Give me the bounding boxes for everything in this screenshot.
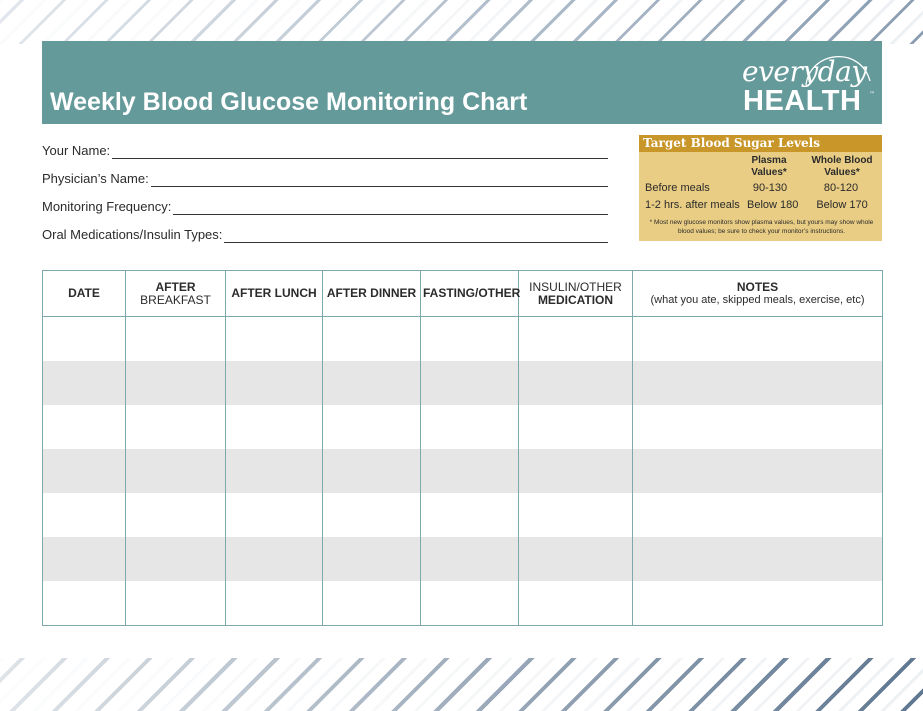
header-notes <box>633 271 883 317</box>
before-meals-whole: 80-120 <box>823 182 859 194</box>
cell-insulin[interactable] <box>519 405 633 449</box>
monitoring-frequency-line[interactable] <box>173 213 608 215</box>
logo-trademark: ™ <box>869 91 875 98</box>
cell-after-lunch[interactable] <box>226 537 323 581</box>
cell-date[interactable] <box>43 317 126 362</box>
cell-after-dinner[interactable] <box>323 361 421 405</box>
your-name-field[interactable] <box>42 139 608 159</box>
cell-after-dinner[interactable] <box>323 449 421 493</box>
cell-insulin[interactable] <box>519 317 633 362</box>
cell-notes[interactable] <box>633 317 883 362</box>
monitoring-frequency-field[interactable] <box>42 195 608 215</box>
cell-fasting[interactable] <box>421 449 519 493</box>
your-name-line[interactable] <box>112 157 608 159</box>
cell-insulin[interactable] <box>519 449 633 493</box>
header-fasting-other: FASTING/OTHER <box>421 271 519 317</box>
cell-after-lunch[interactable] <box>226 361 323 405</box>
table-row <box>43 449 883 493</box>
cell-notes[interactable] <box>633 449 883 493</box>
cell-after-breakfast[interactable] <box>126 449 226 493</box>
cell-after-dinner[interactable] <box>323 405 421 449</box>
physician-name-field[interactable] <box>42 167 608 187</box>
header-after-breakfast-line2: BREAKFAST <box>140 292 211 307</box>
header-after-lunch: AFTER LUNCH <box>226 271 323 317</box>
header-notes-title: NOTES <box>736 279 779 294</box>
table-row <box>43 361 883 405</box>
after-meals-whole: Below 170 <box>816 199 868 211</box>
your-name-label: Your Name: <box>42 143 111 158</box>
cell-date[interactable] <box>43 449 126 493</box>
cell-notes[interactable] <box>633 361 883 405</box>
cell-insulin[interactable] <box>519 537 633 581</box>
cell-after-breakfast[interactable] <box>126 537 226 581</box>
physician-name-line[interactable] <box>151 185 608 187</box>
cell-date[interactable] <box>43 493 126 537</box>
after-meals-label: 1-2 hrs. after meals <box>645 199 740 211</box>
cell-fasting[interactable] <box>421 361 519 405</box>
medications-label: Oral Medications/Insulin Types: <box>42 227 223 242</box>
table-row <box>43 537 883 581</box>
stripes-fade-bottom <box>0 658 923 711</box>
page-title: Weekly Blood Glucose Monitoring Chart <box>50 88 528 116</box>
table-header-row <box>43 271 883 317</box>
cell-date[interactable] <box>43 361 126 405</box>
plasma-column-header: Plasma Values* <box>751 155 787 178</box>
header-notes-subtitle: (what you ate, skipped meals, exercise, etc) <box>650 293 865 306</box>
cell-notes[interactable] <box>633 405 883 449</box>
whole-blood-column-header: Whole Blood Values* <box>811 155 873 178</box>
table-row <box>43 493 883 537</box>
medications-field[interactable] <box>42 223 608 243</box>
header-after-dinner: AFTER DINNER <box>323 271 421 317</box>
medications-line[interactable] <box>224 241 608 243</box>
glucose-log-table <box>42 270 883 626</box>
stripes-fade-top <box>0 0 923 44</box>
before-meals-plasma: 90-130 <box>752 182 788 194</box>
target-levels-box <box>639 135 882 241</box>
before-meals-label: Before meals <box>645 182 710 194</box>
table-row <box>43 317 883 362</box>
cell-fasting[interactable] <box>421 493 519 537</box>
cell-date[interactable] <box>43 581 126 626</box>
cell-after-dinner[interactable] <box>323 581 421 626</box>
cell-after-breakfast[interactable] <box>126 361 226 405</box>
target-levels-title: Target Blood Sugar Levels <box>639 135 882 152</box>
cell-fasting[interactable] <box>421 405 519 449</box>
cell-notes[interactable] <box>633 493 883 537</box>
logo-text-everyday: everyday <box>742 55 867 88</box>
monitoring-frequency-label: Monitoring Frequency: <box>42 199 172 214</box>
cell-after-breakfast[interactable] <box>126 317 226 362</box>
header-after-breakfast <box>126 271 226 317</box>
cell-after-lunch[interactable] <box>226 581 323 626</box>
cell-after-lunch[interactable] <box>226 493 323 537</box>
cell-after-lunch[interactable] <box>226 317 323 362</box>
cell-insulin[interactable] <box>519 581 633 626</box>
cell-date[interactable] <box>43 537 126 581</box>
table-row <box>43 405 883 449</box>
header-date: DATE <box>43 271 126 317</box>
physician-name-label: Physician’s Name: <box>42 171 149 186</box>
table-row <box>43 581 883 626</box>
cell-insulin[interactable] <box>519 361 633 405</box>
cell-notes[interactable] <box>633 537 883 581</box>
header-after-breakfast-line1: AFTER <box>155 279 196 294</box>
cell-fasting[interactable] <box>421 317 519 362</box>
cell-after-lunch[interactable] <box>226 405 323 449</box>
everyday-health-logo <box>742 47 877 121</box>
cell-after-lunch[interactable] <box>226 449 323 493</box>
cell-date[interactable] <box>43 405 126 449</box>
cell-after-dinner[interactable] <box>323 493 421 537</box>
header-insulin-line2: MEDICATION <box>537 292 614 307</box>
logo-text-health: HEALTH <box>743 85 862 117</box>
cell-after-dinner[interactable] <box>323 537 421 581</box>
cell-after-breakfast[interactable] <box>126 581 226 626</box>
header-banner <box>42 41 882 124</box>
after-meals-plasma: Below 180 <box>747 199 799 211</box>
header-insulin-medication <box>519 271 633 317</box>
cell-notes[interactable] <box>633 581 883 626</box>
cell-after-breakfast[interactable] <box>126 493 226 537</box>
header-insulin-line1: INSULIN/OTHER <box>529 279 622 294</box>
cell-fasting[interactable] <box>421 537 519 581</box>
target-footnote: * Most new glucose monitors show plasma values, but yours may show whole blood values; be sure to check your monitor’s instructions. <box>649 219 874 235</box>
cell-after-dinner[interactable] <box>323 317 421 362</box>
cell-insulin[interactable] <box>519 493 633 537</box>
cell-after-breakfast[interactable] <box>126 405 226 449</box>
cell-fasting[interactable] <box>421 581 519 626</box>
